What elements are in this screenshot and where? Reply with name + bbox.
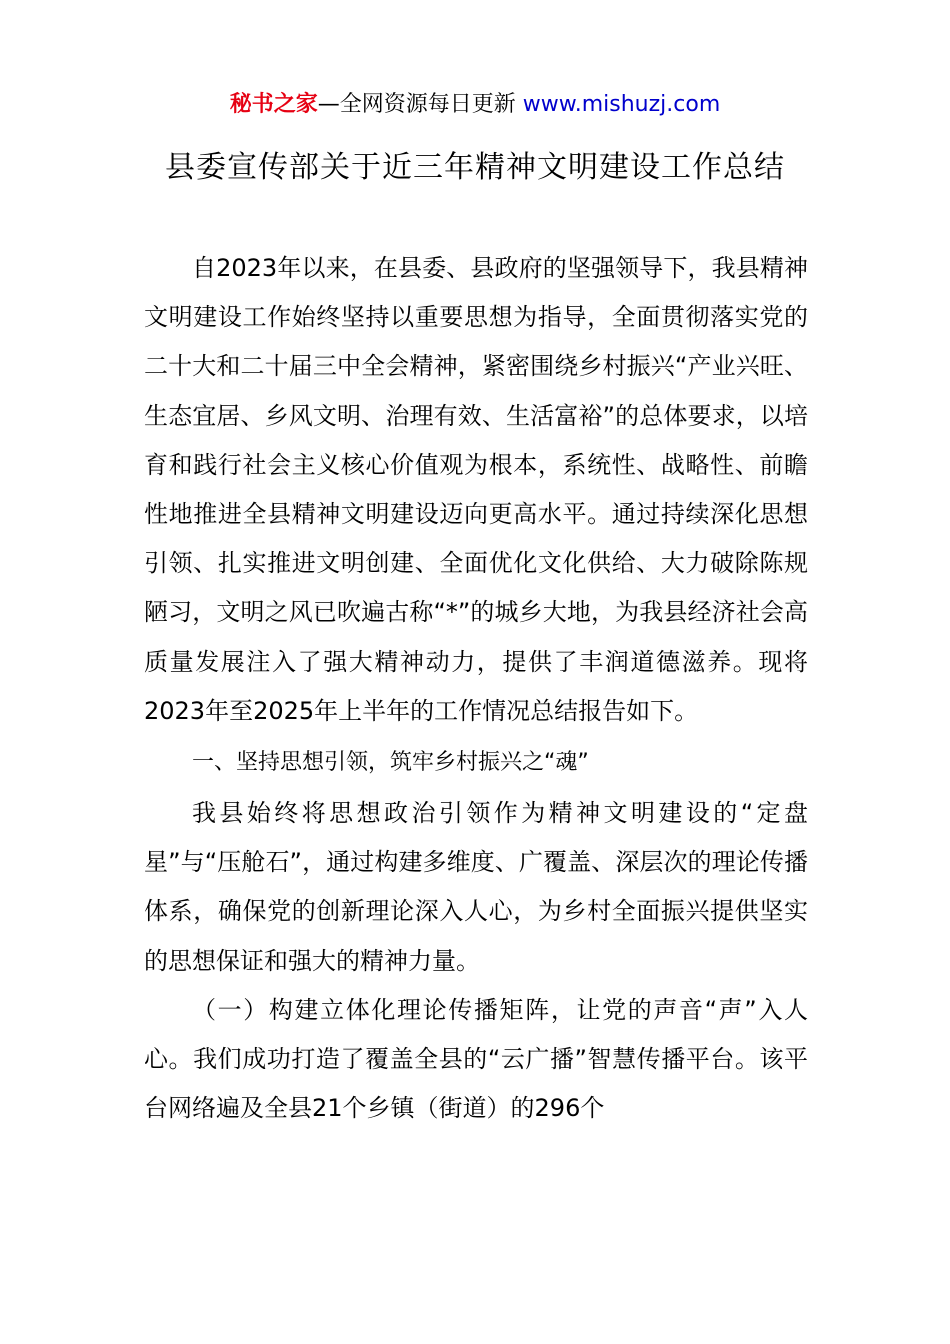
site-header xyxy=(0,88,950,122)
subsection-paragraph: （一）构建立体化理论传播矩阵，让党的声音“声”入人心。我们成功打造了覆盖全县的“云广播”智慧传播平台。该平台网络遍及全县21个乡镇（街道）的296个 xyxy=(144,995,808,1123)
section-heading: 一、坚持思想引领，筑牢乡村振兴之“魂” xyxy=(192,750,589,776)
site-tagline: —全网资源每日更新 xyxy=(317,92,516,117)
document-body xyxy=(144,244,808,1133)
intro-paragraph: 自2023年以来，在县委、县政府的坚强领导下，我县精神文明建设工作始终坚持以重要思想为指导，全面贯彻落实党的二十大和二十届三中全会精神，紧密围绕乡村振兴“产业兴旺、生态宜居、乡风文明、治理有效、生活富裕”的总体要求，以培育和践行社会主义核心价值观为根本，系统性、战略性、前瞻性地推进全县精神文明建设迈向更高水平。通过持续深化思想引领、扎实推进文明创建、全面优化文化供给、大力破除陈规陋习，文明之风已吹遍古称“*”的城乡大地，为我县经济社会高质量发展注入了强大精神动力，提供了丰润道德滋养。现将2023年至2025年上半年的工作情况总结报告如下。 xyxy=(144,254,808,725)
section-paragraph: 我县始终将思想政治引领作为精神文明建设的“定盘星”与“压舱石”，通过构建多维度、广覆盖、深层次的理论传播体系，确保党的创新理论深入人心，为乡村全面振兴提供坚实的思想保证和强大的精神力量。 xyxy=(144,799,808,975)
site-url-link[interactable]: www.mishuzj.com xyxy=(522,92,721,117)
site-brand: 秘书之家 xyxy=(229,92,318,117)
document-title: 县委宣传部关于近三年精神文明建设工作总结 xyxy=(165,150,785,185)
